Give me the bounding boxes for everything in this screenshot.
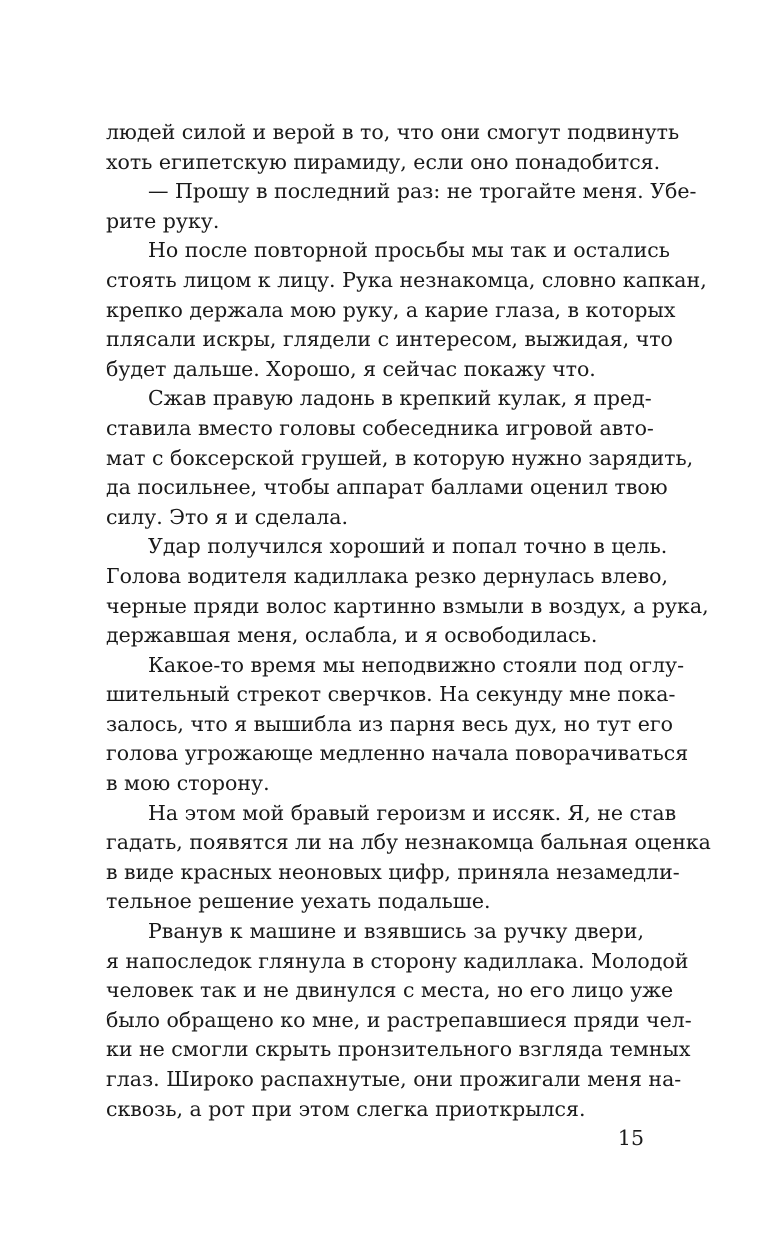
text-line: хоть египетскую пирамиду, если оно понадобится. (106, 149, 661, 174)
text-line: черные пряди волос картинно взмыли в воздух, а рука, (106, 593, 709, 618)
text-line: плясали искры, глядели с интересом, выжидая, что (106, 327, 673, 352)
text-line: силу. Это я и сделала. (106, 504, 349, 529)
page-number: 15 (617, 1126, 644, 1150)
text-line: стоять лицом к лицу. Рука незнакомца, словно капкан, (106, 267, 707, 292)
text-line: державшая меня, ослабла, и я освободилась. (106, 623, 598, 648)
text-line: Какое-то время мы неподвижно стояли под оглу- (148, 652, 685, 677)
text-line: мат с боксерской грушей, в которую нужно зарядить, (106, 445, 694, 470)
text-line: я напоследок глянула в сторону кадиллака. Молодой (106, 948, 689, 973)
text-line: На этом мой бравый героизм и иссяк. Я, не став (148, 800, 677, 825)
text-line: тельное решение уехать подальше. (106, 889, 491, 914)
text-line: крепко держала мою руку, а карие глаза, в которых (106, 297, 676, 322)
text-line: Сжав правую ладонь в крепкий кулак, я пред- (148, 386, 652, 411)
text-line: в мою сторону. (106, 771, 270, 796)
text-line: залось, что я вышибла из парня весь дух, но тут его (106, 711, 673, 736)
text-line: ставила вместо головы собеседника игровой авто- (106, 415, 654, 440)
text-line: ки не смогли скрыть пронзительного взгляда темных (106, 1037, 691, 1062)
text-line: да посильнее, чтобы аппарат баллами оценил твою (106, 475, 668, 500)
text-line: в виде красных неоновых цифр, приняла незамедли- (106, 859, 680, 884)
text-line: глаз. Широко распахнутые, они прожигали меня на- (106, 1067, 682, 1091)
text-line: Удар получился хороший и попал точно в цель. (148, 534, 668, 559)
text-line: будет дальше. Хорошо, я сейчас покажу что. (106, 356, 596, 381)
text-line: Но после повторной просьбы мы так и остались (148, 238, 670, 263)
text-line: Голова водителя кадиллака резко дернулась влево, (106, 563, 669, 588)
body-text (106, 118, 711, 1124)
text-line: людей силой и верой в то, что они смогут подвинуть (106, 120, 680, 144)
text-line: шительный стрекот сверчков. На секунду мне пока- (106, 682, 676, 707)
text-line: — Прошу в последний раз: не трогайте меня. Убе- (148, 179, 697, 204)
text-line: гадать, появятся ли на лбу незнакомца бальная оценка (106, 830, 711, 855)
text-line: голова угрожающе медленно начала поворачиваться (106, 741, 689, 766)
text-line: было обращено ко мне, и растрепавшиеся пряди чел- (106, 1007, 692, 1032)
text-line: рите руку. (106, 208, 220, 233)
text-line: сквозь, а рот при этом слегка приоткрылся. (106, 1096, 586, 1121)
text-line: человек так и не двинулся с места, но его лицо уже (106, 978, 674, 1003)
text-line: Рванув к машине и взявшись за ручку двери, (148, 919, 644, 944)
